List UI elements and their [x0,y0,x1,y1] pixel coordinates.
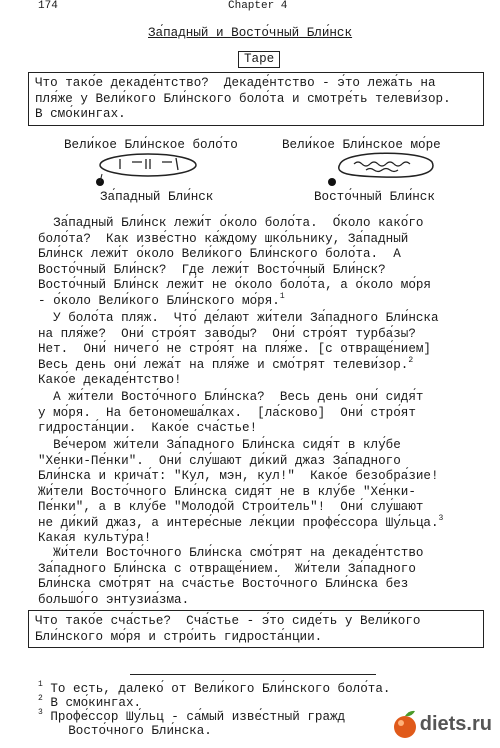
box-line: пля́же у Вели́кого Бли́нского боло́та и смотре́ть телеви́зор. [35,91,451,106]
swamp-reeds [120,158,178,170]
box-line: Бли́нского мо́ря и стро́ить гидроста́нции. [35,629,323,644]
footnote-ref: 3 [438,513,444,523]
text-line: Жи́тели Восто́чного Бли́нска сидя́т не в клу́бе "Хе́нки- [38,484,416,499]
east-blinsk-label: Восто́чный Бли́нск [314,190,435,204]
footnote-number: 2 [38,694,43,703]
text-line: Бли́нск лежи́т о́коло Вели́кого Бли́нского боло́та. А [38,247,401,261]
text-line: "Хе́нки-Пе́нки". Они́ слу́шают ди́кий джаз За́падного [38,453,401,468]
text-line: Пе́нки", а в клу́бе "Молодо́й Строи́тель"! Они́ слу́шают [38,500,424,514]
text-line: Жи́тели Восто́чного Бли́нска смо́трят на декаде́нтство [38,546,424,560]
text-line: - о́коло Вели́кого Бли́нского мо́ря. [38,293,280,308]
footnote-number: 3 [38,708,43,717]
footnote-text: В смо́кингах. [50,696,142,710]
box-line: Что тако́е сча́стье? Сча́стье - э́то сиде́ть у Вели́кого [35,614,421,628]
footnote-separator [130,674,376,675]
footnotes [38,682,390,738]
fruit-icon [390,708,420,740]
footnote-ref: 2 [408,355,414,365]
text-line: Восто́чный Бли́нск лежи́т не о́коло боло́та, а о́коло мо́ря [38,278,431,292]
text-line: Како́е декаде́нтство! [38,373,182,387]
text-line: на пля́же? Они́ стро́ят заво́ды? Они́ стро́ят турба́зы? [38,326,416,341]
sea-drawing [326,150,441,192]
paragraph [38,311,439,389]
definition-box-happiness [28,610,484,648]
watermark-text: diets.ru [419,712,492,735]
swamp-drawing [90,150,200,192]
footnote-number: 1 [38,680,43,689]
text-line: у мо́ря. На бетономеша́лках. [ла́сково] Они́ стро́ят [38,405,416,420]
paragraph [38,438,443,547]
west-blinsk-label: За́падный Бли́нск [100,190,214,204]
text-line: За́падный Бли́нск лежи́т о́коло боло́та. О́коло како́го [38,216,424,230]
sea-waves [366,169,398,172]
page-title: За́падный и Восто́чный Бли́нск [148,26,353,40]
text-line: Бли́нска смо́трят на сча́стье Восто́чного Бли́нска без [38,577,409,591]
text-line: У боло́та пляж. Что́ де́лают жи́тели За́падного Бли́нска [38,311,439,325]
footnote-ref: 1 [279,291,285,301]
swamp-caption: Вели́кое Бли́нское боло́то [64,138,238,152]
watermark-logo[interactable] [390,708,492,740]
text-line: большо́го энтузиа́зма. [38,592,190,607]
text-line: Кака́я культу́ра! [38,531,152,545]
footnote-text: То есть, далеко́ от Вели́кого Бли́нского боло́та. [50,682,391,696]
sea-waves [354,162,410,166]
text-line: Бли́нска и крича́т: "Кул, мэн, кул!" Како́е безобра́зие! [38,469,439,483]
page-number: 174 [38,0,58,12]
text-line: гидроста́нции. Како́е сча́стье! [38,421,258,435]
footnote-text: Профе́ссор Шу́льц - са́мый изве́стный гражд [50,710,346,724]
paragraph [38,546,423,608]
paragraph [38,390,423,437]
text-line: Нет. Они́ ничего́ не стро́ят на пля́же. [с отвраще́нием] [38,342,431,356]
text-line: Ве́чером жи́тели За́падного Бли́нска сидя́т в клу́бе [38,438,401,452]
definition-box-decadence [28,72,484,126]
box-line: Что тако́е декаде́нтство? Декаде́нтство - э́то лежа́ть на [35,76,436,90]
paragraph [38,216,431,309]
text-line: не ди́кий джаз, а интере́сные ле́кции профе́ссора Шу́льца. [38,515,439,530]
sea-outline [339,153,433,177]
text-line: Восто́чный Бли́нск? Где лежи́т Восто́чный Бли́нск? [38,262,386,277]
east-blinsk-dot [328,178,336,186]
tape-label: Tape [238,51,280,68]
box-line: В смо́кингах. [35,107,126,121]
text-line: За́падного Бли́нска с отвраще́нием. Жи́тели За́падного [38,561,416,576]
swamp-outline [100,154,196,176]
text-line: боло́та? Как изве́стно ка́ждому шко́льнику, За́падный [38,231,409,246]
text-line: Весь день они́ лежа́т на пля́же и смо́трят телеви́зор. [38,357,409,372]
sea-caption: Вели́кое Бли́нское мо́ре [282,138,441,152]
chapter-label: Chapter 4 [228,0,288,12]
footnote-text: Восто́чного Бли́нска. [38,724,212,738]
text-line: А жи́тели Восто́чного Бли́нска? Весь день они́ сидя́т [38,390,424,404]
